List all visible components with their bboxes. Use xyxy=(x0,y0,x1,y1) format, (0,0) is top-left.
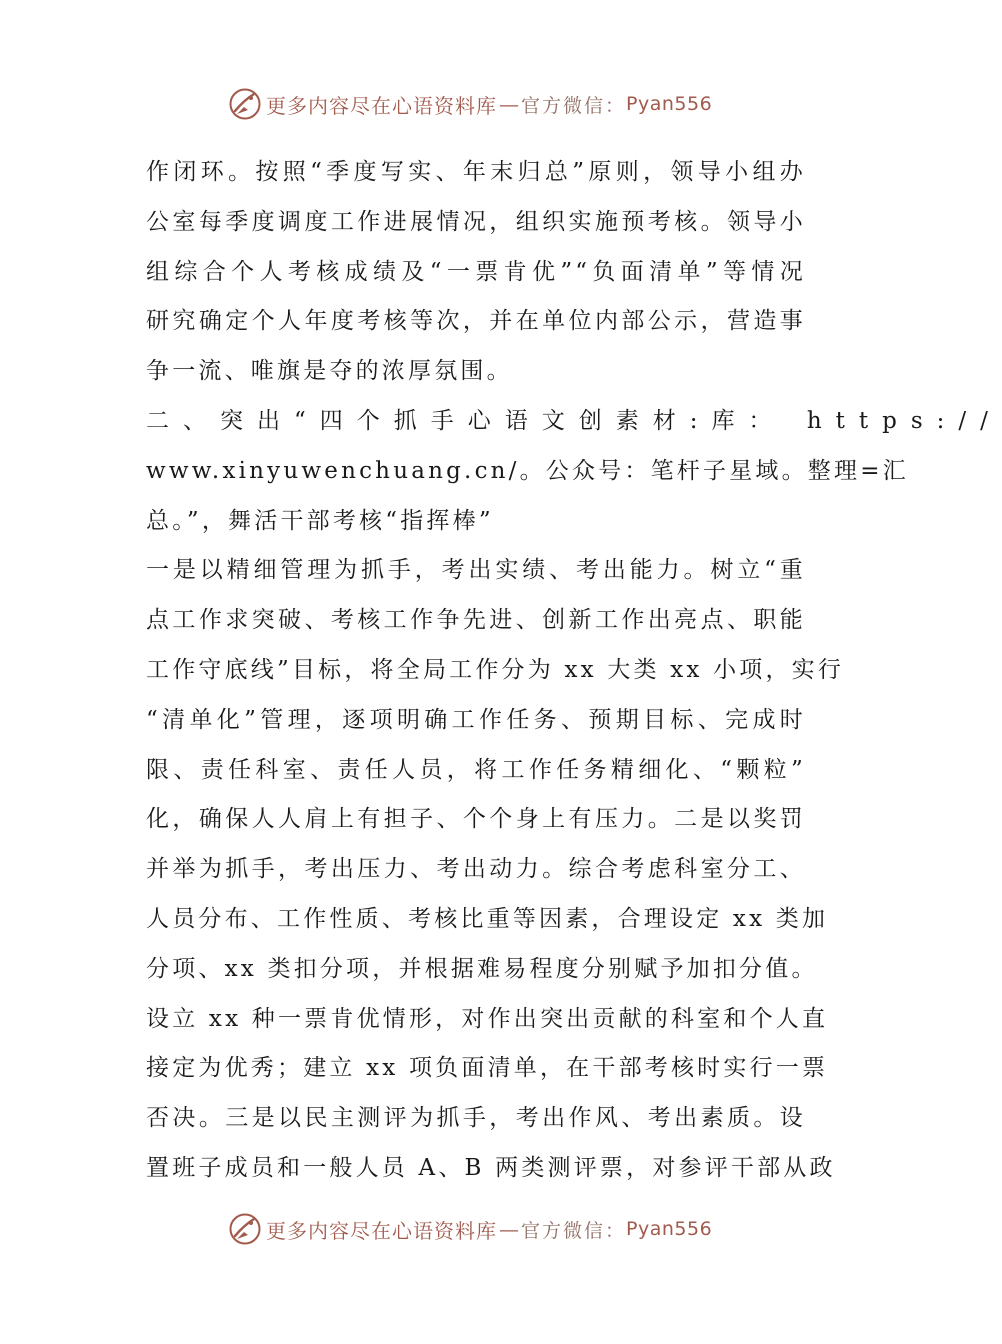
body-text xyxy=(146,148,1002,1194)
text-line: 置班子成员和一般人员 A、B 两类测评票，对参评干部从政 xyxy=(146,1154,836,1181)
text-line: 化，确保人人肩上有担子、个个身上有压力。二是以奖罚 xyxy=(146,806,806,833)
wechat-handle: Pyan556 xyxy=(626,93,713,115)
pen-logo-icon xyxy=(228,1212,262,1246)
wechat-handle: Pyan556 xyxy=(626,1218,713,1240)
text-line: 设立 xx 种一票肯优情形，对作出突出贡献的科室和个人直 xyxy=(146,1005,829,1032)
separator-dash: — xyxy=(499,92,519,116)
text-line: www.xinyuwenchuang.cn/。公众号：笔杆子星域。整理=汇 xyxy=(146,457,909,484)
text-line: 分项、xx 类扣分项，并根据难易程度分别赋予加扣分值。 xyxy=(146,955,818,982)
text-line: 点工作求突破、考核工作争先进、创新工作出亮点、职能 xyxy=(146,607,806,634)
brand-text: 更多内容尽在心语资料库 xyxy=(266,93,497,118)
text-line: 工作守底线”目标，将全局工作分为 xx 大类 xx 小项，实行 xyxy=(146,656,845,683)
brand-text: 更多内容尽在心语资料库 xyxy=(266,1218,497,1243)
text-line: 研究确定个人年度考核等次，并在单位内部公示，营造事 xyxy=(146,308,806,335)
pen-logo-icon xyxy=(228,87,262,121)
footer-watermark-banner xyxy=(228,1211,712,1247)
text-line: 公室每季度调度工作进展情况，组织实施预考核。领导小 xyxy=(146,208,806,235)
text-line: 人员分布、工作性质、考核比重等因素，合理设定 xx 类加 xyxy=(146,905,829,932)
text-line: 争一流、唯旗是夺的浓厚氛围。 xyxy=(146,358,513,385)
text-line: 作闭环。按照“季度写实、年末归总”原则，领导小组办 xyxy=(146,159,806,185)
text-line: 接定为优秀；建立 xx 项负面清单，在干部考核时实行一票 xyxy=(146,1055,829,1082)
wechat-label: 官方微信： xyxy=(521,94,627,117)
text-line: 限、责任科室、责任人员，将工作任务精细化、“颗粒” xyxy=(146,756,806,783)
text-line: “清单化”管理，逐项明确工作任务、预期目标、完成时 xyxy=(146,706,806,733)
wechat-label: 官方微信： xyxy=(521,1219,627,1242)
header-watermark-banner xyxy=(228,86,712,122)
section-heading-line: 二、突出“四个抓手心语文创素材:库： https:// xyxy=(146,407,1002,434)
text-line: 否决。三是以民主测评为抓手，考出作风、考出素质。设 xyxy=(146,1105,806,1132)
text-line: 组综合个人考核成绩及“一票肯优”“负面清单”等情况 xyxy=(146,258,806,285)
text-line: 总。”，舞活干部考核“指挥棒” xyxy=(146,507,494,534)
separator-dash: — xyxy=(499,1217,519,1241)
text-line: 一是以精细管理为抓手，考出实绩、考出能力。树立“重 xyxy=(146,557,806,584)
text-line: 并举为抓手，考出压力、考出动力。综合考虑科室分工、 xyxy=(146,856,806,883)
